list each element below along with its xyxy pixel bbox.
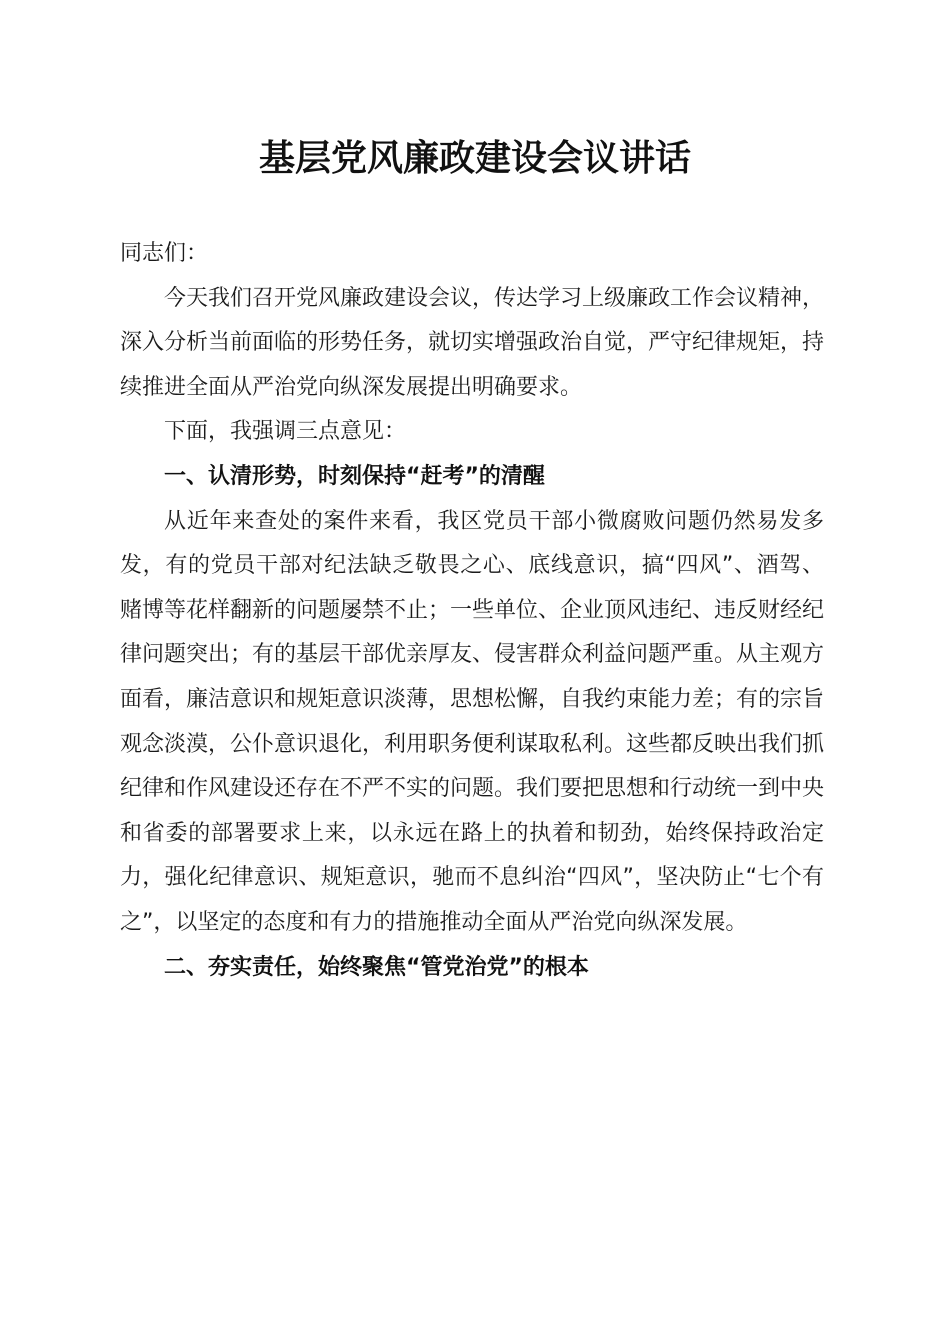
intro-paragraph: 今天我们召开党风廉政建设会议，传达学习上级廉政工作会议精神，深入分析当前面临的形势任务，就切实增强政治自觉，严守纪律规矩，持续推进全面从严治党向纵深发展提出明确要求。: [120, 285, 825, 400]
outline-paragraph: 下面，我强调三点意见：: [164, 419, 407, 445]
section-1-paragraph: 从近年来查处的案件来看，我区党员干部小微腐败问题仍然易发多发，有的党员干部对纪法缺乏敬畏之心、底线意识，搞“四风”、酒驾、赌博等花样翻新的问题屡禁不止；一些单位、企业顶风违纪、违反财经纪律问题突出；有的基层干部优亲厚友、侵害群众利益问题严重。从主观方面看，廉洁意识和规矩意识淡薄，思想松懈，自我约束能力差；有的宗旨观念淡漠，公仆意识退化，利用职务便利谋取私利。这些都反映出我们抓纪律和作风建设还存在不严不实的问题。我们要把思想和行动统一到中央和省委的部署要求上来，以永远在路上的执着和韧劲，始终保持政治定力，强化纪律意识、规矩意识，驰而不息纠治“四风”，坚决防止“七个有之”，以坚定的态度和有力的措施推动全面从严治党向纵深发展。: [120, 508, 825, 935]
document-title: 基层党风廉政建设会议讲话: [258, 137, 691, 179]
salutation: 同志们：: [120, 241, 209, 266]
section-1-heading: 一、认清形势，时刻保持“赶考”的清醒: [164, 463, 545, 489]
document-body: [120, 232, 824, 990]
section-2-heading: 二、夯实责任，始终聚焦“管党治党”的根本: [164, 954, 589, 980]
